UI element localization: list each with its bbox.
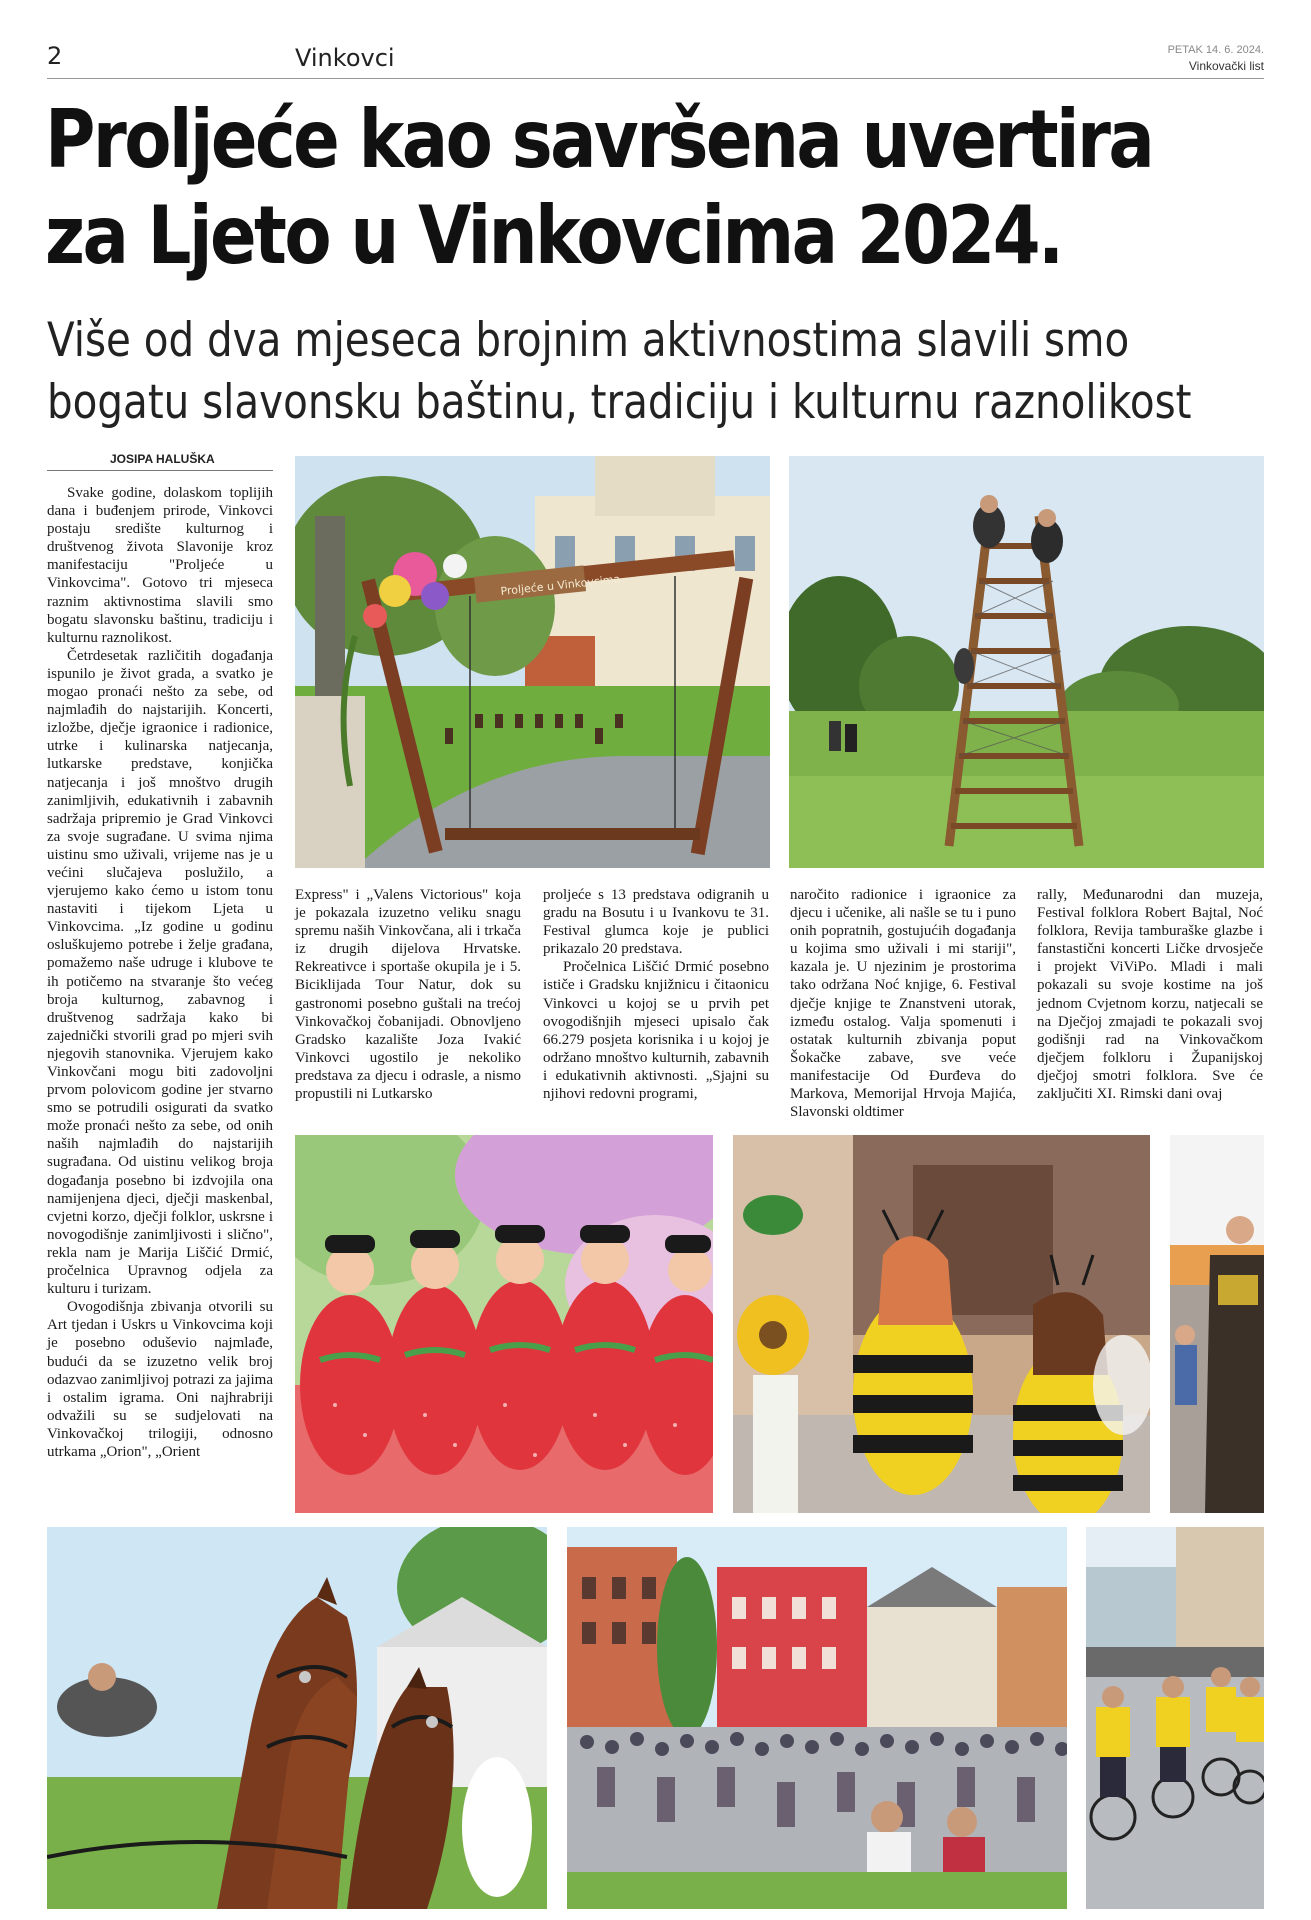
byline-divider (47, 470, 273, 471)
article-column-2 (295, 886, 521, 1103)
article-column-5 (1037, 886, 1263, 1103)
photo-climbing-ladder (789, 456, 1264, 868)
newspaper-name: Vinkovački list (1188, 59, 1264, 73)
headline-line-1: Proljeće kao savršena uvertira (45, 93, 1153, 186)
photo-cyclists (1086, 1527, 1264, 1909)
article-column-4 (790, 886, 1016, 1121)
section-title: Vinkovci (295, 44, 395, 72)
photo-town-square-crowd (567, 1527, 1067, 1909)
photo-children-bee-costumes (733, 1135, 1150, 1513)
paragraph: naročito radionice i igraonice za djecu i učenike, ali našle se tu i puno onih popratnih, gostujućih događanja u kojima smo uživali i mi stariji", kazala je. U njezinim je prostorima tako održana Noć knjige, 6. Festival dječje knjige te Znanstveni utorak, između ostalog. Valja spomenuti i ostatak kulturnih zbivanja poput Šokačke zabave, sve veće manifestacije Od Đurđeva do Markova, Memorijal Hrvoja Majića, Slavonski oldtimer (790, 887, 1016, 1121)
headline (45, 92, 1153, 284)
issue-date: PETAK 14. 6. 2024. (1167, 44, 1264, 56)
paragraph: proljeće s 13 predstava odigranih u gradu na Bosutu i u Ivankovu te 31. Festival glumca koje je publici prikazalo 20 predstava. (543, 887, 769, 958)
swing-sign-text: Proljeće u Vinkovcima (499, 572, 621, 599)
subheadline (47, 310, 1192, 434)
photo-children-strawberry-costumes (295, 1135, 713, 1513)
author-byline: JOSIPA HALUŠKA (110, 452, 215, 466)
paragraph: Četrdesetak različitih događanja ispunilo je život grada, a svatko je mogao pronaći nešto za sebe, od najmlađih do najstarijih. Koncerti, izložbe, dječje igraonice i radionice, utrke i kulinarska natjecanja, lutkarske predstave, konjička natjecanja i još mnoštvo drugih zanimljivih, edukativnih i zabavnih sadržaja pripremio je Grad Vinkovci za svoje sugrađane. U svima njima uistinu smo uživali, vrijeme nas je u većini slučajeva poslužilo, a vjerujemo kako ćemo u istom tonu nastaviti i tijekom Ljeta u Vinkovcima. „Iz godine u godinu osluškujemo potrebe i želje građana, pomažemo naše udruge i klubove te ih potičemo na stvaranje što većeg broja kulturnog, zabavnog i društvenog sadržaja kako bi zajednički stvorili grad po mjeri svih njegovih stanovnika. Vjerujem kako Vinkovčani mogu biti zadovoljni prvom polovicom godine jer stvarno smo se potrudili osigurati da svatko može pronaći nešto za sebe, od onih naših najmlađih do najstarijih sugrađana. Od uistinu velikog broja događanja posebno bi izdvojila ona namijenjena djeci, dječji maskenbal, cvjetni korzo, dječji folklor, uskrsne i novogodišnje zanimljivosti i slično", rekla nam je Marija Liščić Drmić, pročelnica Upravnog odjela za kulturu i turizam. (47, 647, 273, 1298)
paragraph: Ovogodišnja zbivanja otvorili su Art tjedan i Uskrs u Vinkovcima koji je posebno oduševio najmlađe, budući da se izuzetno velik broj odazvao zanimljivoj potrazi za jajima i ostalim igrama. Oni najhrabriji odvažili su se sudjelovati na Vinkovačkoj trilogiji, odnosno utrkama „Orion", „Orient (47, 1299, 273, 1460)
paragraph: rally, Međunarodni dan muzeja, Festival folklora Robert Bajtal, Noć folklora, Revija tamburaške glazbe i fanstastični koncerti Ličke drvosječe i projekt ViViPo. Mladi i mali pokazali su svoje kostime na još jednom Cvjetnom korzu, natjecali se na Dječjoj zmajadi te pokazali svoj godišnji rad na Vinkovačkom dječjem folkloru i Županijskoj dječjoj smotri folklora. Sve će zaključiti XI. Rimski dani ovaj (1037, 887, 1263, 1103)
photo-park-swing (295, 456, 770, 868)
subheadline-line-1: Više od dva mjeseca brojnim aktivnostima slavili smo (47, 313, 1130, 368)
photo-folk-costume (1170, 1135, 1264, 1513)
photo-horses (47, 1527, 547, 1909)
page-number: 2 (47, 42, 63, 70)
paragraph: Svake godine, dolaskom toplijih dana i buđenjem prirode, Vinkovci postaju središte kulturnog i društvenog života Slavonije kroz manifestaciju "Proljeće u Vinkovcima". Gotovo tri mjeseca raznim aktivnostima slavili smo bogatu slavonsku baštinu, tradiciju i kulturnu raznolikost. (47, 485, 273, 646)
page-header (47, 42, 1264, 76)
article-column-1 (47, 484, 273, 1461)
paragraph: Express" i „Valens Victorious" koja je pokazala izuzetno veliku snagu spremu naših Vinkovčana, ali i trkača iz drugih dijelova Hrvatske. Rekreativce i sportaše okupila je i 5. Biciklijada Tour Natur, dok su gastronomi posebno guštali na trećoj Vinkovačkoj čobanijadi. Obnovljeno Gradsko kazalište Joza Ivakić Vinkovci ugostilo je nekoliko predstava za djecu i odrasle, a nismo propustili ni Lutkarsko (295, 887, 521, 1103)
headline-line-2: za Ljeto u Vinkovcima 2024. (45, 189, 1062, 282)
subheadline-line-2: bogatu slavonsku baštinu, tradiciju i kulturnu raznolikost (47, 375, 1192, 430)
article-column-3 (543, 886, 769, 1103)
header-divider (47, 78, 1264, 79)
paragraph: Pročelnica Liščić Drmić posebno ističe i Gradsku knjižnicu i čitaonicu Vinkovci u kojoj se u prvih pet ovogodišnjih mjeseci upisalo čak 66.279 posjeta korisnika i u kojoj je održano mnoštvo kulturnih, zabavnih i edukativnih aktivnosti. „Sjajni su njihovi redovni programi, (543, 959, 769, 1103)
